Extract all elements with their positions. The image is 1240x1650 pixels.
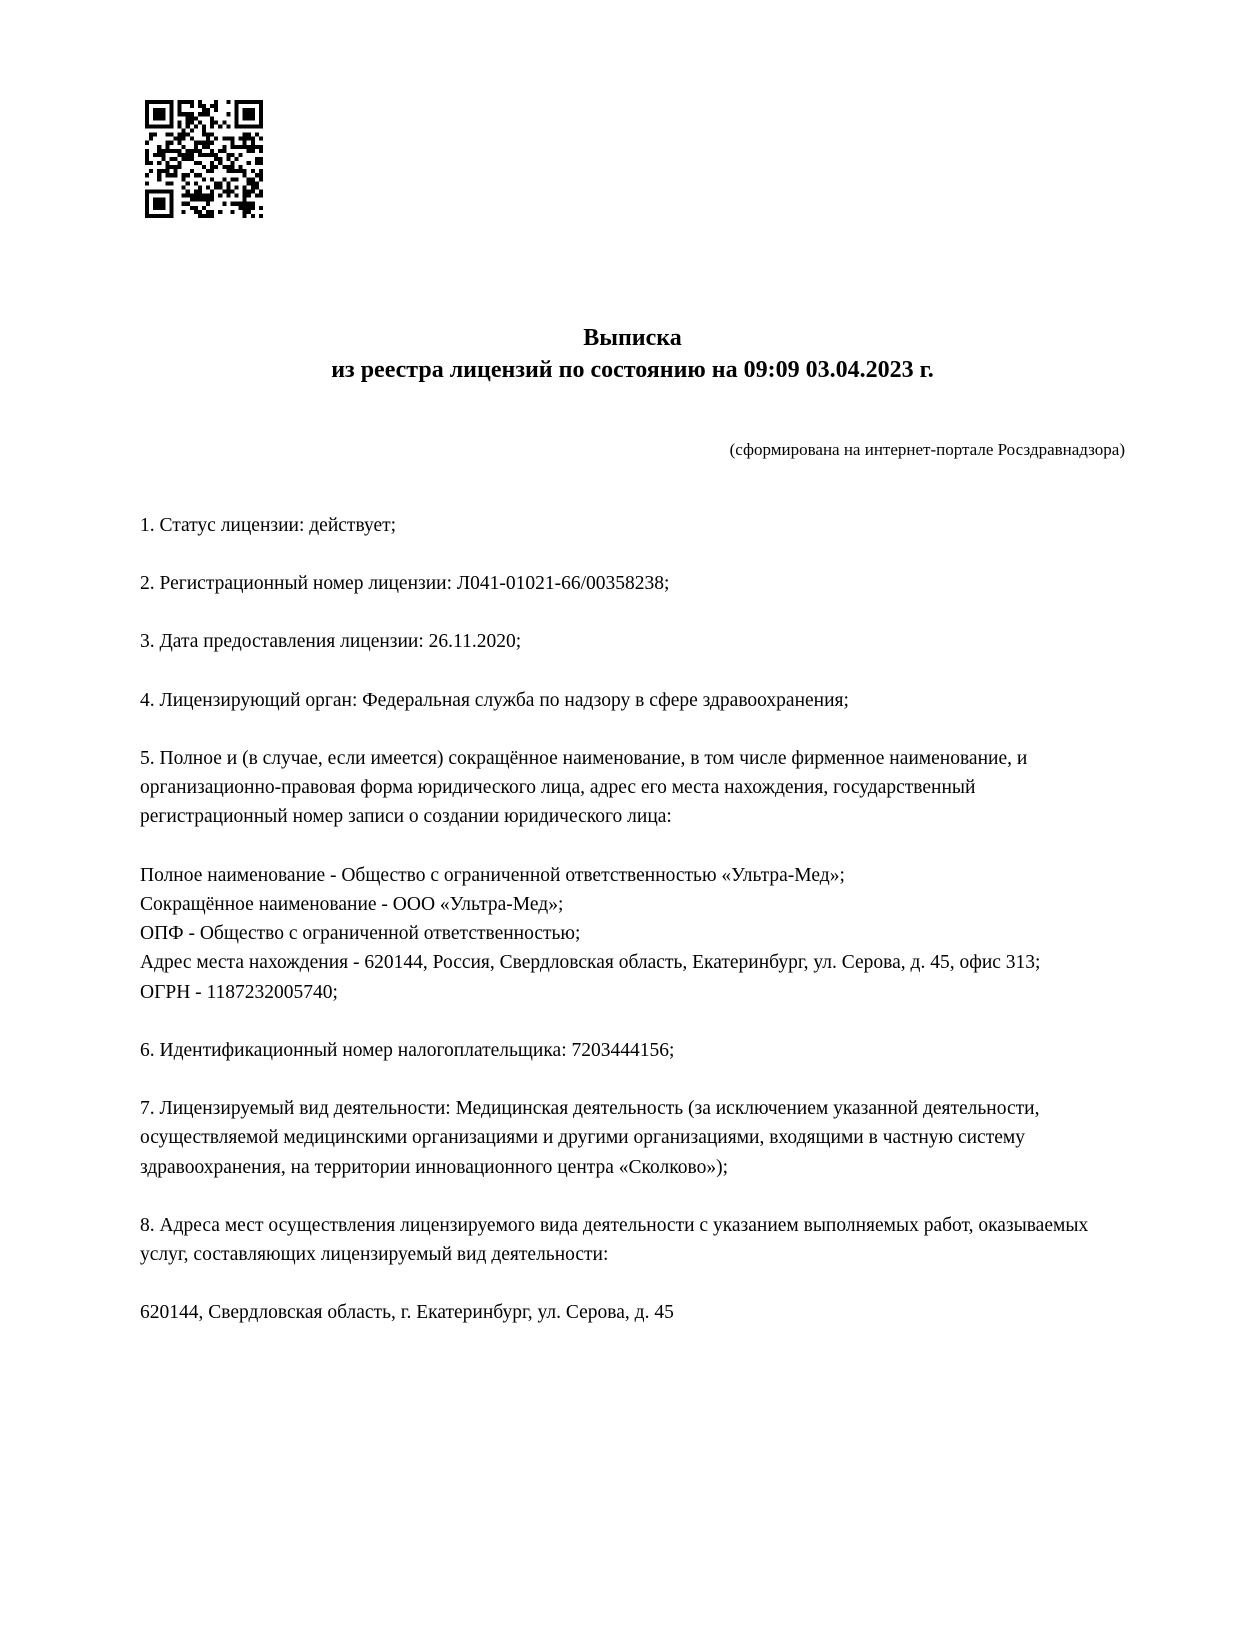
document-title: Выписка <box>583 325 682 351</box>
qr-code-icon <box>145 100 263 218</box>
entity-full-name: Полное наименование - Общество с ограниченной ответственностью «Ультра-Мед»; <box>140 864 845 886</box>
paragraph-license-status: 1. Статус лицензии: действует; <box>140 514 397 536</box>
paragraph-license-date: 3. Дата предоставления лицензии: 26.11.2020; <box>140 631 522 653</box>
document-body <box>140 511 1125 1328</box>
entity-address: Адрес места нахождения - 620144, Россия, Свердловская область, Екатеринбург, ул. Серова, д. 45, офис 313; <box>140 952 1041 974</box>
entity-ogrn: ОГРН - 1187232005740; <box>140 981 338 1003</box>
entity-short-name: Сокращённое наименование - ООО «Ультра-Мед»; <box>140 893 564 915</box>
paragraph-entity-intro: 5. Полное и (в случае, если имеется) сокращённое наименование, в том числе фирменное наименование, и организационно-правовая форма юридического лица, адрес его места нахождения, государственный регистрационный номер записи о создании юридического лица: <box>140 747 1028 828</box>
paragraph-licensing-authority: 4. Лицензирующий орган: Федеральная служба по надзору в сфере здравоохранения; <box>140 689 849 711</box>
paragraph-entity-details <box>140 861 1125 1007</box>
paragraph-activity-addresses-intro: 8. Адреса мест осуществления лицензируемого вида деятельности с указанием выполняемых работ, оказываемых услуг, составляющих лицензируемый вид деятельности: <box>140 1214 1089 1266</box>
document-title-block <box>140 0 1125 387</box>
paragraph-registration-number: 2. Регистрационный номер лицензии: Л041-01021-66/00358238; <box>140 573 670 595</box>
document-subtitle: из реестра лицензий по состоянию на 09:09 03.04.2023 г. <box>331 357 934 384</box>
qr-code-image <box>145 100 263 218</box>
portal-note: (сформирована на интернет-портале Росздравнадзора) <box>729 439 1125 459</box>
entity-legal-form: ОПФ - Общество с ограниченной ответственностью; <box>140 923 581 945</box>
paragraph-licensed-activity: 7. Лицензируемый вид деятельности: Медицинская деятельность (за исключением указанной деятельности, осуществляемой медицинскими организациями и другими организациями, входящими в частную систему здравоохранения, на территории инновационного центра «Сколково»); <box>140 1098 1040 1178</box>
paragraph-activity-address: 620144, Свердловская область, г. Екатеринбург, ул. Серова, д. 45 <box>140 1302 674 1324</box>
paragraph-inn: 6. Идентификационный номер налогоплательщика: 7203444156; <box>140 1039 675 1061</box>
